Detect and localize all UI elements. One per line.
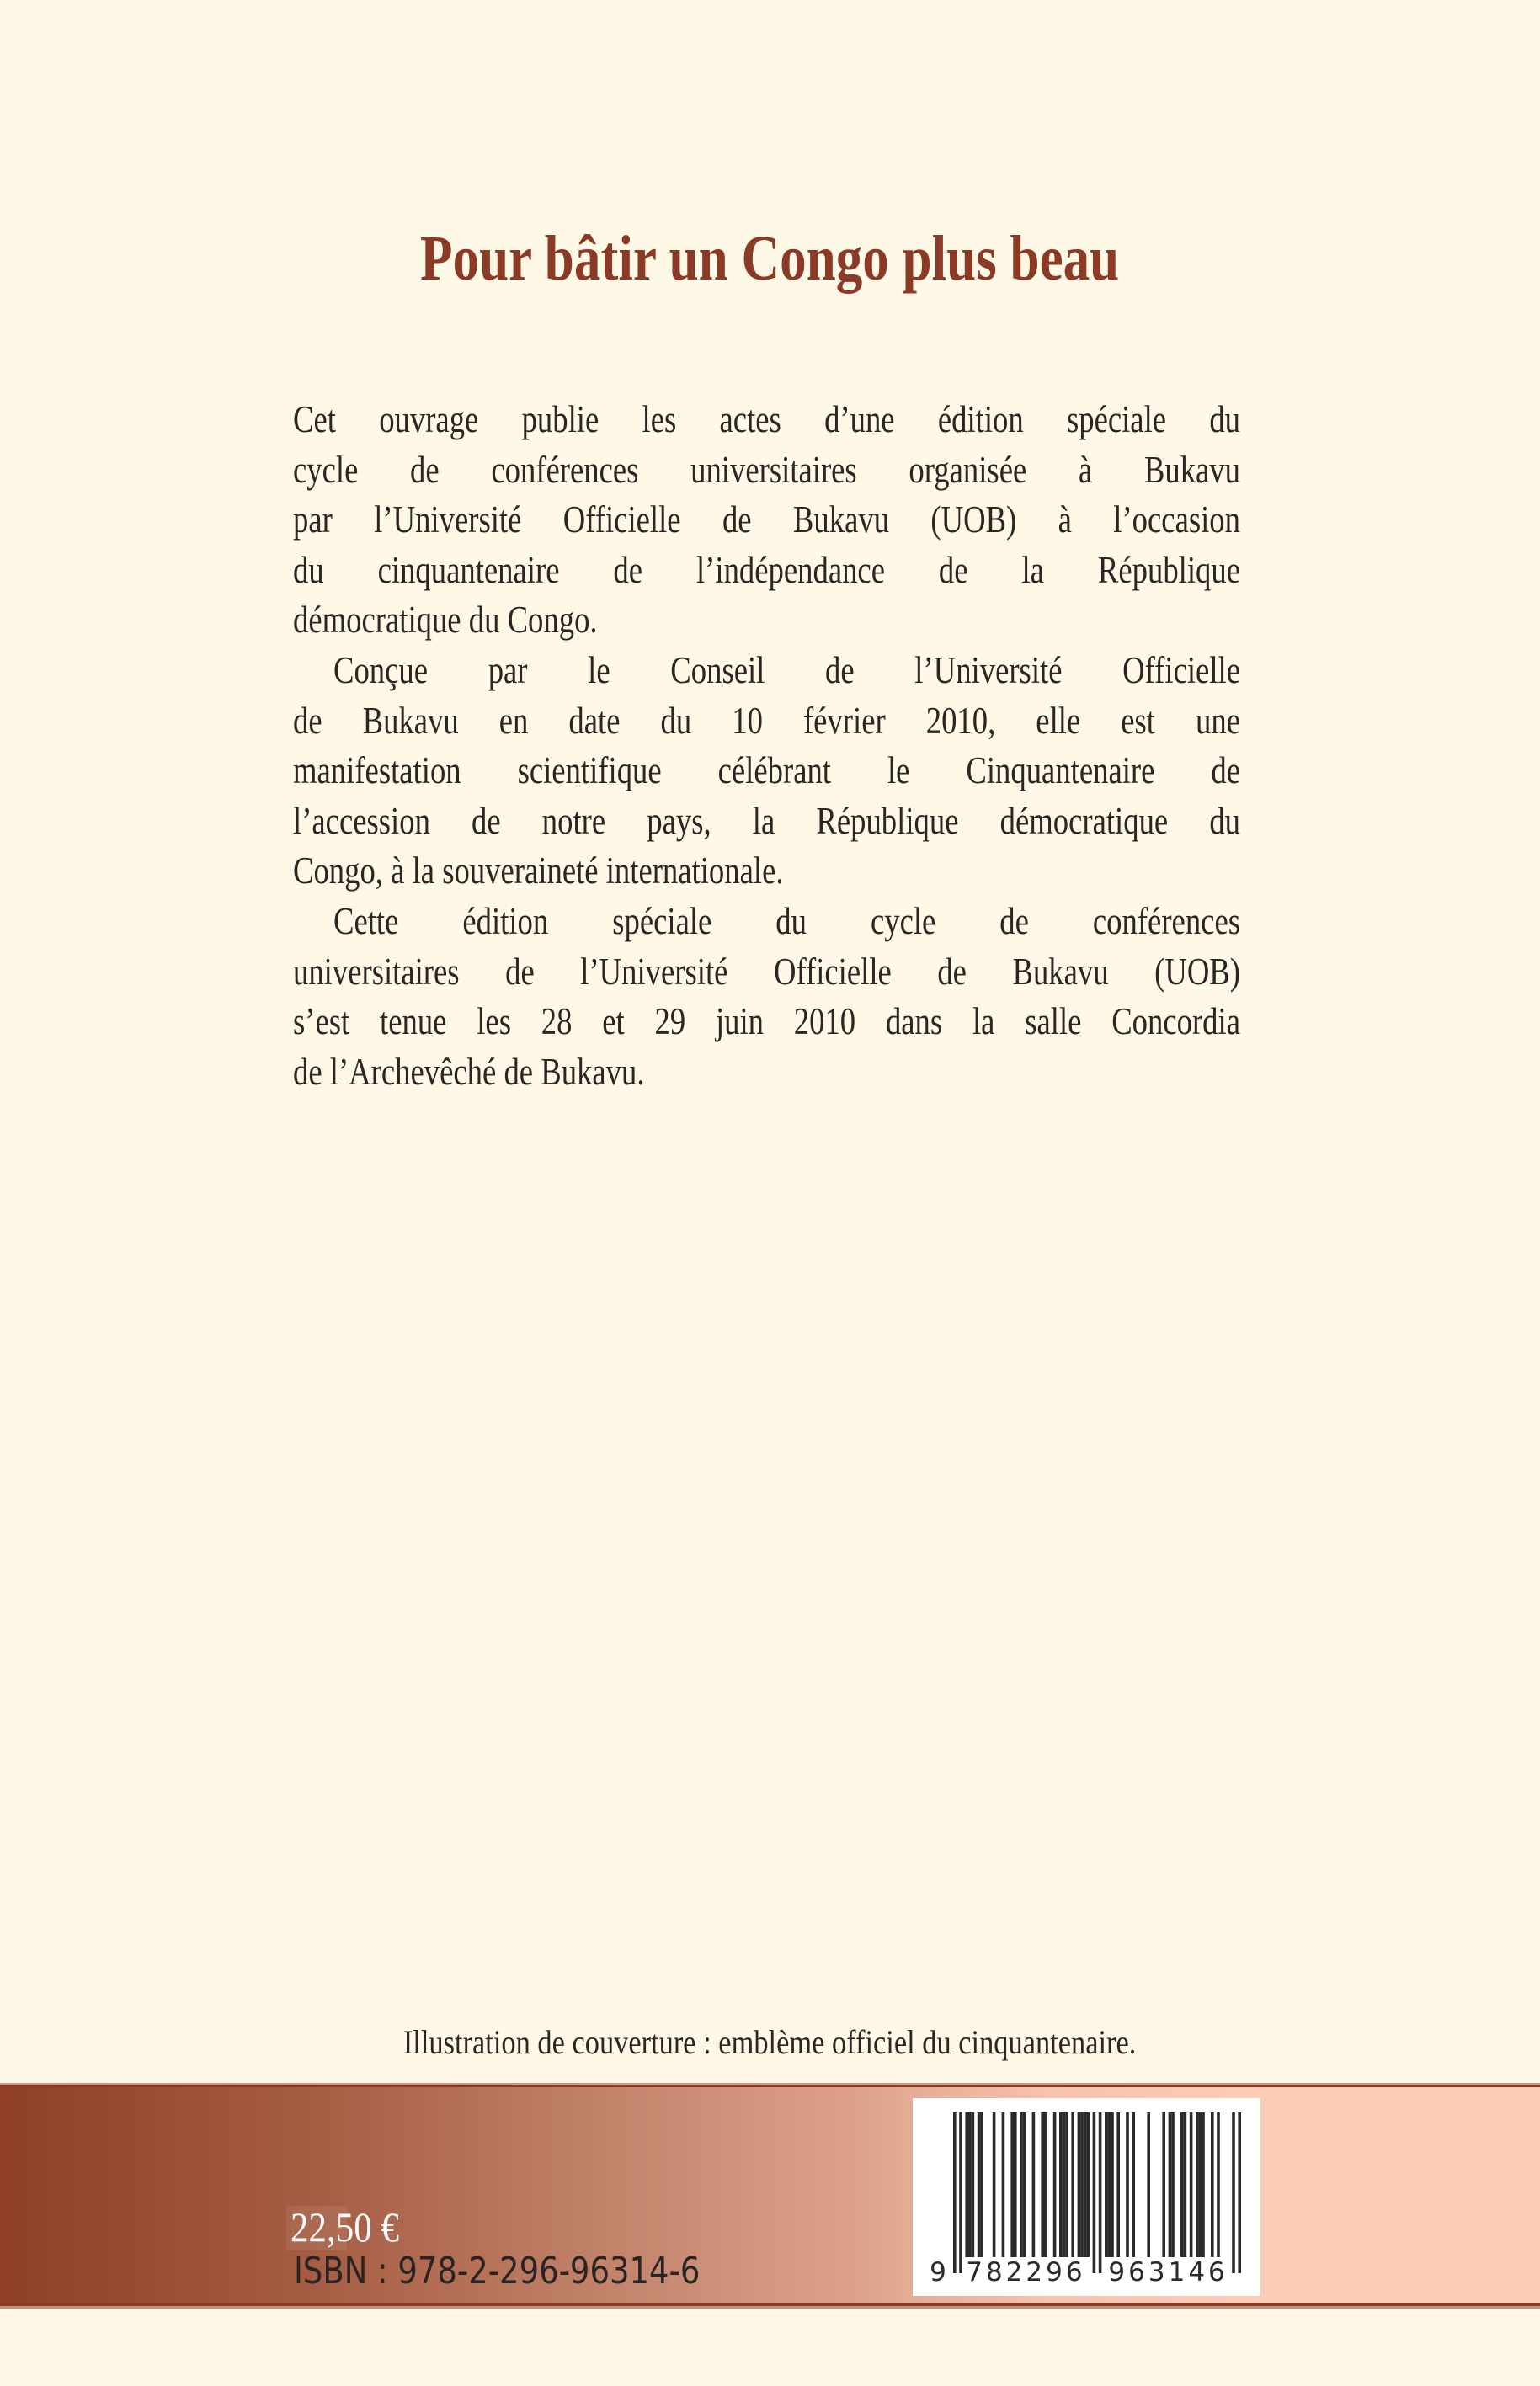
blurb-line-text: universitaires de l’Université Officielle de Bukavu (UOB) bbox=[293, 950, 1240, 993]
blurb-line bbox=[293, 745, 1240, 796]
barcode-digits: 782296 bbox=[966, 2257, 1086, 2287]
blurb-line bbox=[293, 845, 1240, 896]
blurb-line-text: de l’Archevêché de Bukavu. bbox=[293, 1050, 645, 1093]
band-top-border bbox=[0, 2085, 1540, 2087]
book-title-text: Pour bâtir un Congo plus beau bbox=[420, 223, 1120, 294]
blurb-line-text: manifestation scientifique célébrant le Cinquantenaire de bbox=[293, 749, 1240, 792]
barcode-icon bbox=[913, 2098, 1260, 2296]
blurb-line bbox=[293, 494, 1240, 545]
blurb-line bbox=[293, 1047, 1240, 1097]
blurb-line-text: Cette édition spéciale du cycle de conférences bbox=[333, 900, 1240, 942]
blurb-line-text: démocratique du Congo. bbox=[293, 599, 598, 642]
barcode bbox=[913, 2098, 1260, 2296]
blurb-line-text: de Bukavu en date du 10 février 2010, elle est une bbox=[293, 699, 1240, 742]
blurb-line-text: l’accession de notre pays, la République démocratique du bbox=[293, 799, 1240, 842]
barcode-digits: 9 bbox=[930, 2257, 946, 2287]
blurb-line bbox=[293, 594, 1240, 645]
blurb-line bbox=[293, 796, 1240, 846]
blurb-line-text: cycle de conférences universitaires organisée à Bukavu bbox=[293, 448, 1240, 491]
caption-text: Illustration de couverture : emblème officiel du cinquantenaire. bbox=[403, 2023, 1137, 2061]
price-text: 22,50 € bbox=[290, 2203, 399, 2250]
isbn bbox=[294, 2250, 777, 2293]
blurb-line bbox=[293, 695, 1240, 746]
band-bottom-border-light bbox=[0, 2306, 1540, 2309]
blurb-line-text: Congo, à la souveraineté internationale. bbox=[293, 849, 784, 892]
blurb-line bbox=[293, 445, 1240, 495]
blurb-line-text: du cinquantenaire de l’indépendance de la République bbox=[293, 548, 1240, 591]
blurb-line bbox=[333, 896, 1240, 946]
blurb-line-text: par l’Université Officielle de Bukavu (UOB) à l’occasion bbox=[293, 498, 1240, 541]
price bbox=[290, 2201, 417, 2253]
blurb-line bbox=[293, 946, 1240, 997]
blurb-line bbox=[293, 394, 1240, 445]
blurb-line bbox=[333, 645, 1240, 695]
blurb-line-text: s’est tenue les 28 et 29 juin 2010 dans la salle Concordia bbox=[293, 1000, 1240, 1043]
blurb-line bbox=[293, 545, 1240, 595]
book-title bbox=[0, 221, 1540, 296]
blurb-line-text: Cet ouvrage publie les actes d’une édition spéciale du bbox=[293, 398, 1240, 440]
isbn-text: ISBN : 978-2-296-96314-6 bbox=[294, 2250, 701, 2293]
cover-illustration-caption bbox=[0, 2019, 1540, 2066]
blurb-line-text: Conçue par le Conseil de l’Université Officielle bbox=[333, 649, 1240, 691]
blurb-line bbox=[293, 996, 1240, 1047]
barcode-digits: 963146 bbox=[1108, 2257, 1228, 2287]
